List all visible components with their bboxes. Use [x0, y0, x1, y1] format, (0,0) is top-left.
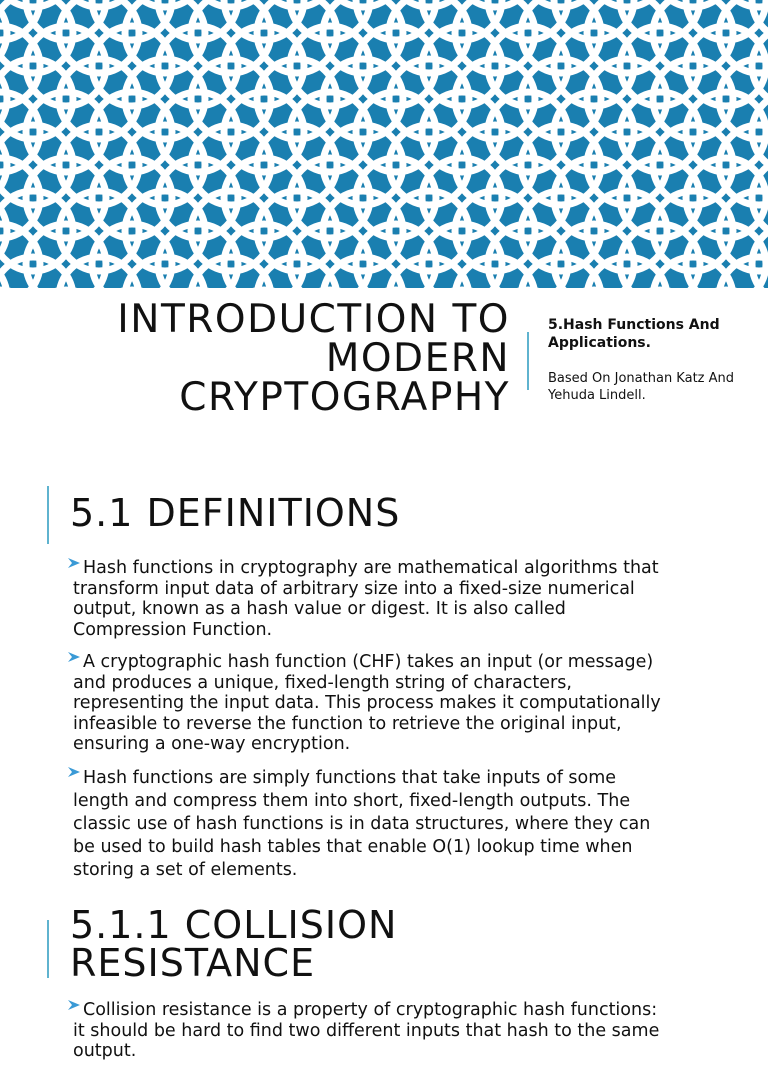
arrow-bullet-icon: [67, 998, 81, 1012]
title-slide: [0, 288, 768, 438]
bullet-list: [73, 558, 673, 894]
bullet-list: [73, 1000, 673, 1074]
presentation-credit: Based On Jonathan Katz And Yehuda Lindell.: [548, 371, 735, 403]
presentation-subtitle: 5.Hash Functions And Applications.: [548, 317, 720, 351]
title-side-info: [548, 316, 758, 404]
bullet-item: [73, 767, 673, 882]
interlocking-circles-pattern: [0, 0, 768, 288]
title-line: CRYPTOGRAPHY: [179, 375, 510, 420]
decorative-banner: [0, 0, 768, 288]
bullet-item: [73, 652, 673, 755]
section-heading: [70, 903, 398, 985]
title-line: MODERN: [325, 336, 510, 381]
heading-accent-bar: [47, 486, 49, 544]
bullet-text: Hash functions in cryptography are mathematical algorithms that transform input data of arbitrary size into a fixed-size numerical output, known as a hash value or digest. It is also called Compression Function.: [73, 558, 659, 640]
presentation-title: [30, 297, 510, 420]
arrow-bullet-icon: [67, 650, 81, 664]
heading-accent-bar: [47, 920, 49, 978]
bullet-text: A cryptographic hash function (CHF) takes an input (or message) and produces a unique, fixed-length string of characters, representing the input data. This process makes it computationally infeasible to reverse the function to retrieve the original input, ensuring a one-way encryption.: [73, 652, 661, 754]
section-heading: 5.1 DEFINITIONS: [70, 491, 401, 535]
heading-line: 5.1.1 COLLISION: [70, 903, 398, 947]
arrow-bullet-icon: [67, 765, 81, 779]
bullet-text: Collision resistance is a property of cryptographic hash functions: it should be hard to find two different inputs that hash to the same output.: [73, 1000, 660, 1061]
title-divider: [527, 332, 529, 390]
title-line: INTRODUCTION TO: [117, 297, 510, 342]
bullet-item: [73, 558, 673, 640]
collision-resistance-slide: [0, 898, 768, 1061]
bullet-text: Hash functions are simply functions that take inputs of some length and compress them into short, fixed-length outputs. The classic use of hash functions is in data structures, where they can be used to build hash tables that enable O(1) lookup time when storing a set of elements.: [73, 767, 651, 880]
arrow-bullet-icon: [67, 556, 81, 570]
heading-line: RESISTANCE: [70, 941, 316, 985]
definitions-slide: [0, 470, 768, 880]
bullet-item: [73, 1000, 673, 1062]
